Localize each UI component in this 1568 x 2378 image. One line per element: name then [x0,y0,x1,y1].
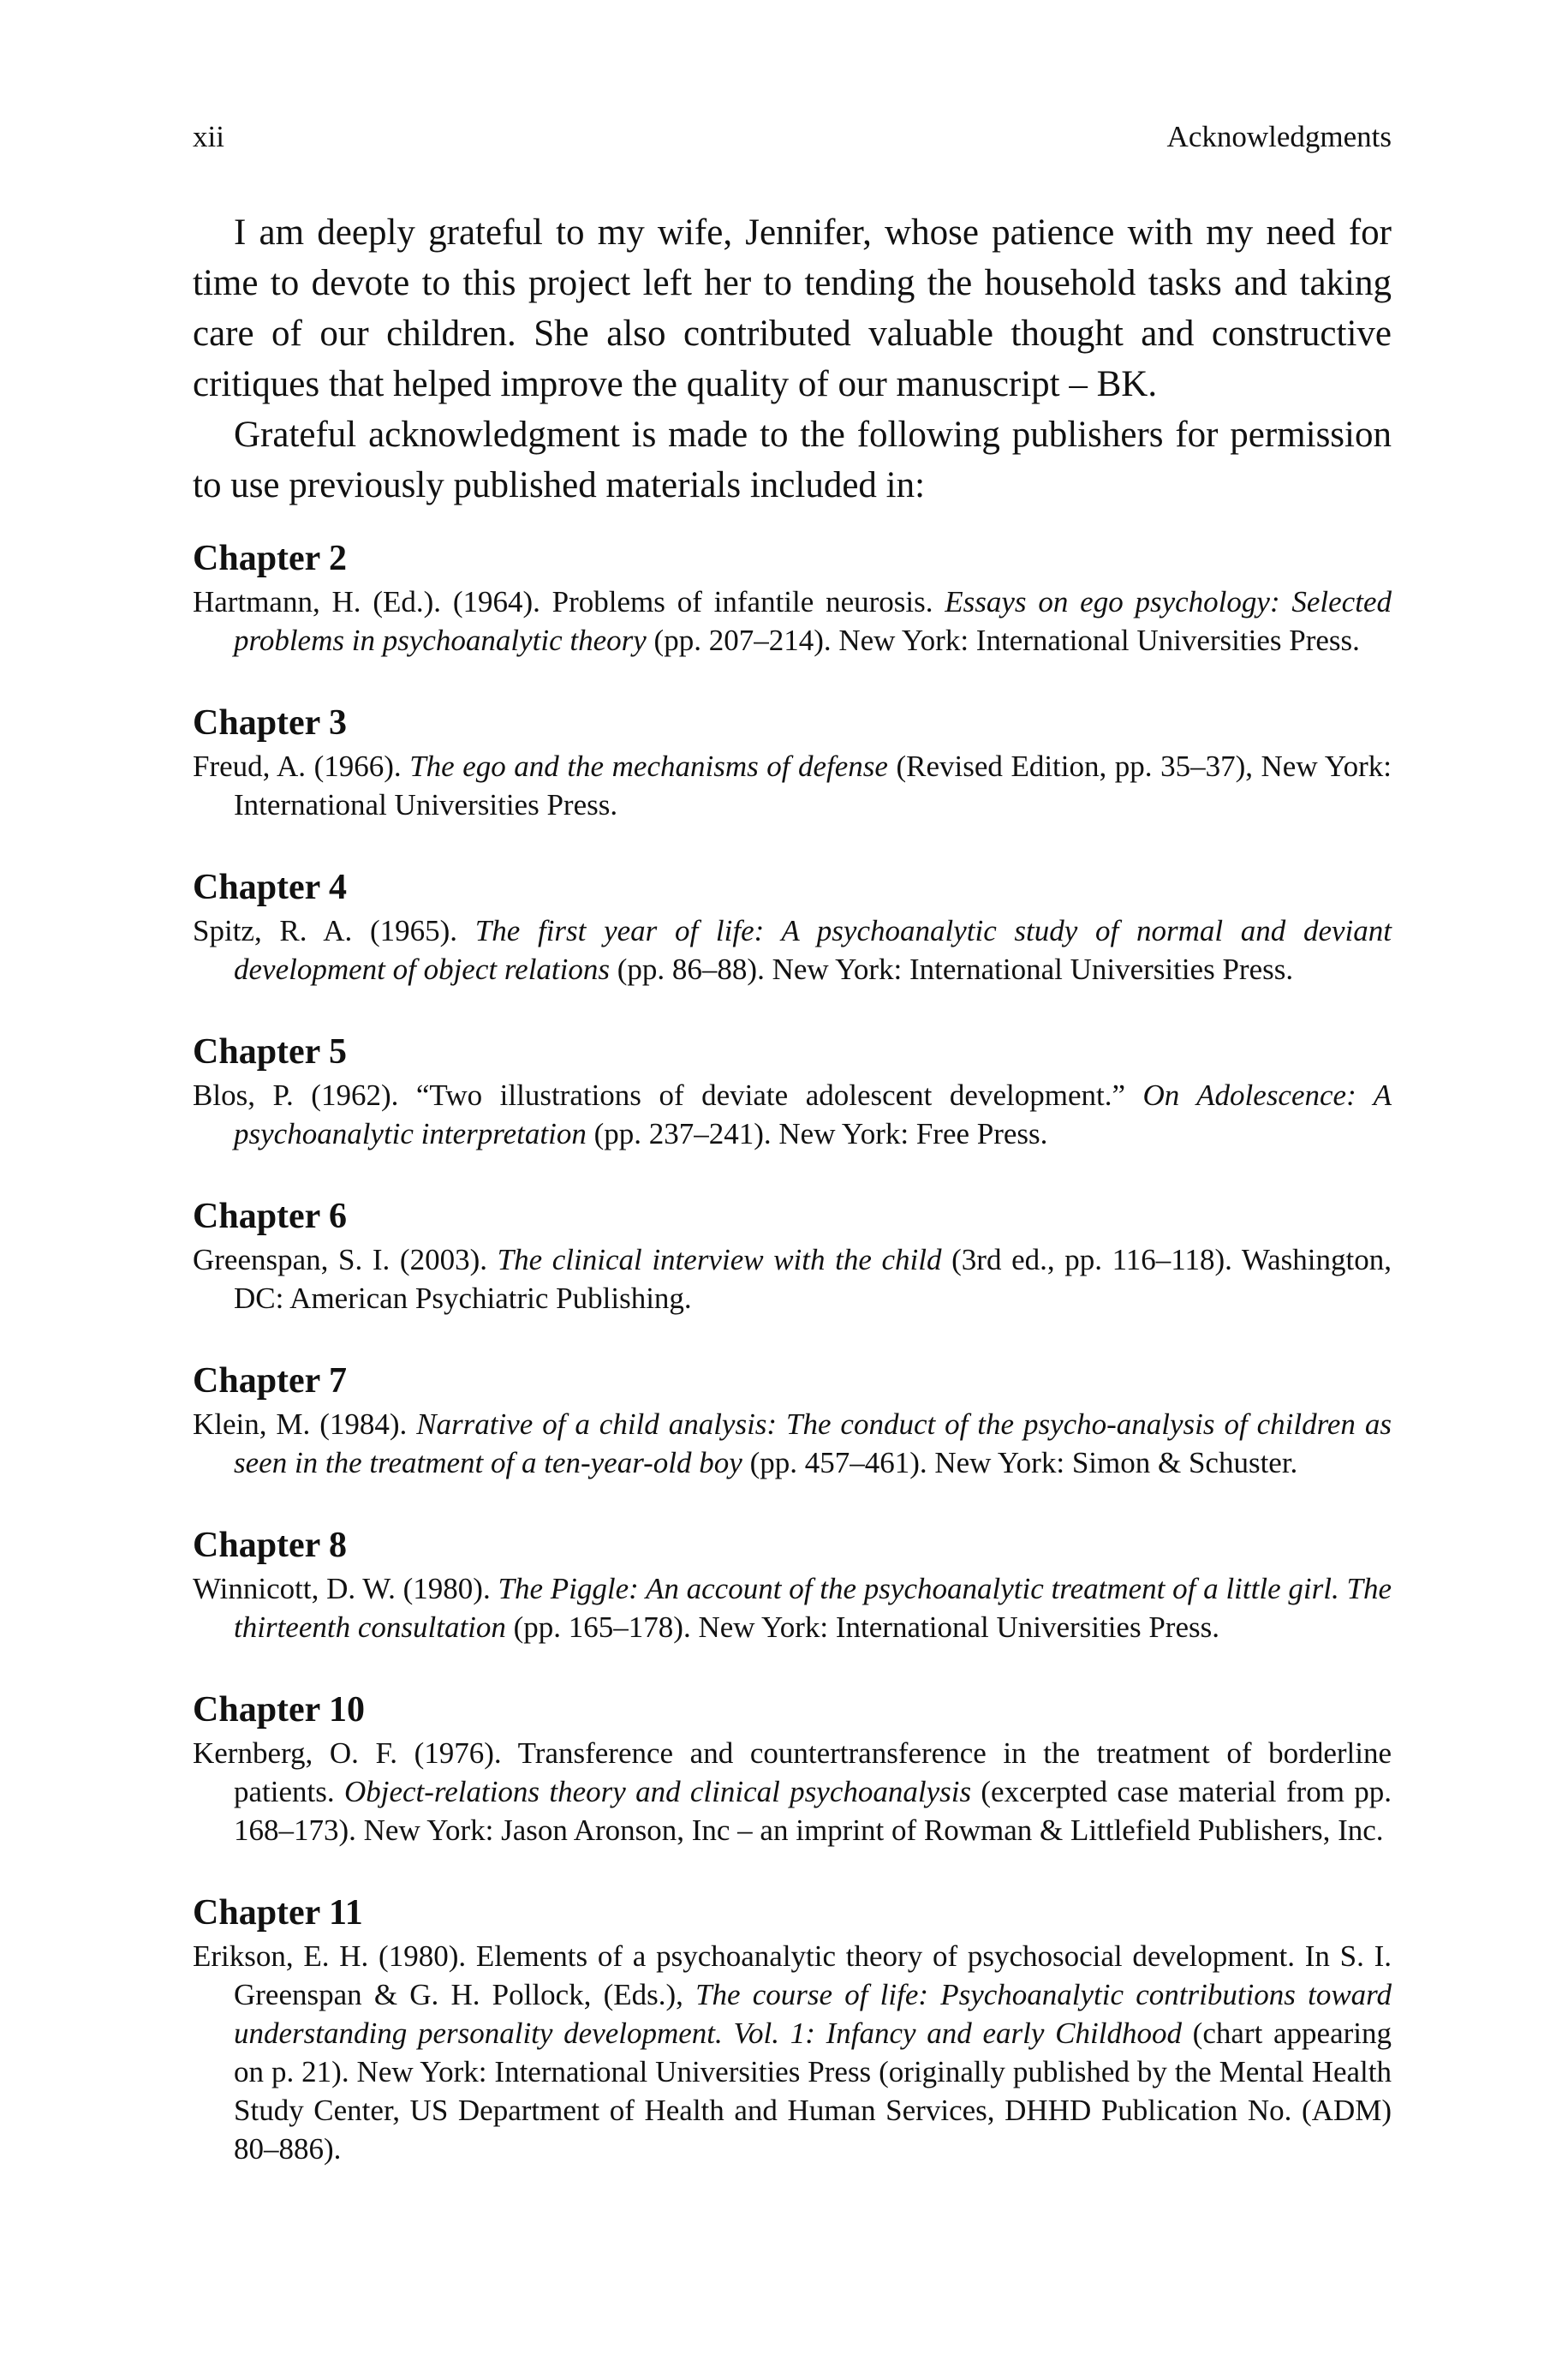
intro-paragraph: Grateful acknowledgment is made to the following publishers for permission to use previously published materials included in: [193,415,1392,505]
running-head [193,120,1392,154]
citation-text: (pp. 207–214). New York: International Universities Press. [646,624,1360,657]
citation-text: (pp. 165–178). New York: International Universities Press. [505,1610,1219,1644]
citation-title: The course of life: Psychoanalytic contributions toward understanding personality development. Vol. 1: Infancy and early Childhood [234,1978,1392,2050]
citation [193,1569,1392,1646]
citation [193,747,1392,824]
acknowledgment-text [193,207,1392,511]
chapter-heading: Chapter 6 [193,1197,348,1236]
citation-text: Erikson, E. H. (1980). Elements of a psychoanalytic theory of psychosocial development. In S. I. Greenspan & G. H. Pollock, (Eds.), [193,1939,1392,2011]
citation-text: (chart appearing on p. 21). New York: International Universities Press (originally published by the Mental Health Study Center, US Department of Health and Human Services, DHHD Publication No. (ADM) 80–886). [234,2017,1392,2166]
permission-entry [193,1359,1392,1482]
citation-text: (pp. 457–461). New York: Simon & Schuster. [742,1446,1298,1479]
chapter-heading: Chapter 2 [193,539,348,578]
citation [193,1405,1392,1482]
citation-title: Narrative of a child analysis: The conduct of the psycho-analysis of children as seen in the treatment of a ten-year-old boy [234,1407,1392,1479]
running-head-title: Acknowledgments [1166,120,1392,153]
citation [193,1240,1392,1317]
citation-title: The ego and the mechanisms of defense [409,750,888,783]
citation-text: (3rd ed., pp. 116–118). Washington, DC: American Psychiatric Publishing. [234,1243,1392,1315]
permission-entry [193,1891,1392,2168]
chapter-heading: Chapter 5 [193,1032,348,1072]
citation-text: Spitz, R. A. (1965). [193,914,475,947]
citation-title: The Piggle: An account of the psychoanalytic treatment of a little girl. The thirteenth consultation [234,1572,1392,1644]
citation-text: (pp. 237–241). New York: Free Press. [586,1117,1048,1150]
citation-text: Winnicott, D. W. (1980). [193,1572,498,1605]
intro-paragraph: I am deeply grateful to my wife, Jennifer, whose patience with my need for time to devote to this project left her to tending the household tasks and taking care of our children. She also contributed valuable thought and constructive critiques that helped improve the quality of our manuscript – BK. [193,212,1392,404]
chapter-heading: Chapter 10 [193,1690,366,1730]
citation [193,583,1392,660]
permission-entry [193,1523,1392,1646]
citation-text: Hartmann, H. (Ed.). (1964). Problems of infantile neurosis. [193,585,945,618]
citation [193,911,1392,989]
citation-text: Kernberg, O. F. (1976). Transference and countertransference in the treatment of borderline patients. [193,1736,1392,1808]
page-number: xii [193,120,224,153]
citation [193,1734,1392,1849]
citation-text: (pp. 86–88). New York: International Universities Press. [610,953,1294,986]
citation [193,1937,1392,2168]
permission-entry [193,865,1392,989]
citation-text: (Revised Edition, pp. 35–37), New York: International Universities Press. [234,750,1392,822]
citation-text: Klein, M. (1984). [193,1407,417,1441]
chapter-heading: Chapter 4 [193,868,348,907]
chapter-heading: Chapter 11 [193,1893,363,1933]
citation-title: Essays on ego psychology: Selected problems in psychoanalytic theory [234,585,1392,657]
citation [193,1076,1392,1153]
permission-entry [193,1194,1392,1317]
citation-title: The clinical interview with the child [497,1243,942,1276]
permission-entry [193,701,1392,824]
book-page [193,120,1392,2168]
citation-text: Freud, A. (1966). [193,750,410,783]
citation-text: Blos, P. (1962). “Two illustrations of deviate adolescent development.” [193,1078,1143,1112]
permission-entry [193,536,1392,660]
citation-title: On Adolescence: A psychoanalytic interpretation [234,1078,1392,1150]
permission-entry [193,1030,1392,1153]
citation-text: (excerpted case material from pp. 168–173). New York: Jason Aronson, Inc – an imprint of Rowman & Littlefield Publishers, Inc. [234,1775,1392,1847]
permission-entry [193,1688,1392,1849]
citation-text: Greenspan, S. I. (2003). [193,1243,498,1276]
chapter-heading: Chapter 7 [193,1361,348,1401]
chapter-heading: Chapter 3 [193,703,348,743]
citation-title: The first year of life: A psychoanalytic study of normal and deviant development of object relations [234,914,1392,986]
citation-title: Object-relations theory and clinical psychoanalysis [343,1775,972,1808]
permissions-list [193,536,1392,2168]
chapter-heading: Chapter 8 [193,1526,348,1565]
